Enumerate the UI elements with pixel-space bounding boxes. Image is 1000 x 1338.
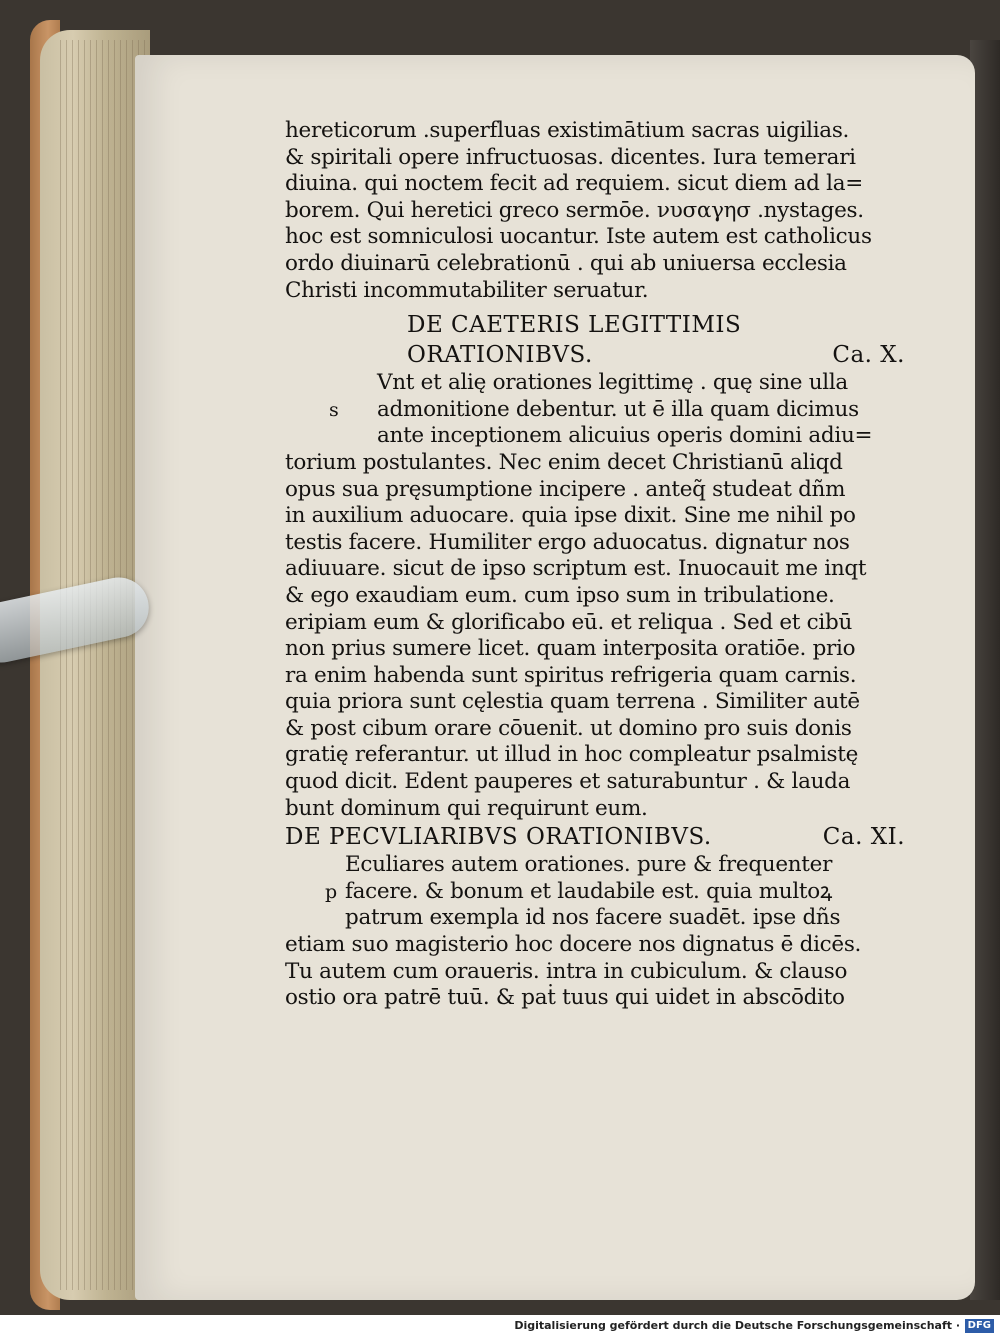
text-line: quia priora sunt cęlestia quam terrena . Similiter autē [285,689,860,715]
text-line: in auxilium aduocare. quia ipse dixit. Sine me nihil po [285,503,856,529]
text-line: borem. Qui heretici greco sermōe. νυσαγησ .nystages. [285,197,864,223]
page-text [285,118,925,1012]
chapter-heading-2-text: DE PECVLIARIBVS ORATIONIBVS. [285,824,712,851]
text-line: testis facere. Humiliter ergo aduocatus. dignatur nos [285,529,850,555]
text-line: hoc est somniculosi uocantur. Iste autem est catholicus [285,224,872,250]
chapter-heading-line1: DE CAETERIS LEGITTIMIS [407,312,742,339]
footer-bar [0,1315,1000,1338]
text-line-with-initial [285,397,925,424]
text-line: hereticorum .superfluas existimātium sacras uigilias. [285,118,850,143]
initial-letter-guide: s [329,398,339,421]
text-line: quod dicit. Edent pauperes et saturabuntur . & lauda [285,769,851,795]
text-line-with-initial [285,879,925,906]
text-line: Eculiares autem orationes. pure & frequenter [345,852,833,878]
text-line: adiuuare. sicut de ipso scriptum est. Inuocauit me inqt [285,556,867,582]
chapter-number-2: Ca. XI. [822,824,905,851]
text-line: torium postulantes. Nec enim decet Christianū aliqd [285,449,843,475]
text-line: bunt dominum qui requirunt eum. [285,795,648,821]
text-line: ante inceptionem alicuius operis domini adiu= [377,423,873,449]
text-line: & spiritali opere infructuosas. dicentes. Iura temerari [285,144,856,170]
chapter-heading-line2: ORATIONIBVS. [407,342,593,369]
chapter-heading [285,310,925,340]
text-line: admonitione debentur. ut ē illa quam dicimus [377,396,859,422]
text-line: gratię referantur. ut illud in hoc compleatur psalmistę [285,742,859,768]
text-line: Christi incommutabiliter seruatur. [285,277,649,303]
chapter-number: Ca. X. [832,342,905,369]
text-line: & post cibum orare cōuenit. ut domino pro suis donis [285,715,852,741]
dfg-logo: DFG [965,1319,994,1333]
text-line: patrum exempla id nos facere suadēt. ipse dñs [345,905,841,931]
chapter-heading-2 [285,822,925,852]
text-line: Tu autem cum oraueris. intra in cubiculum. & clauso [285,958,848,984]
text-line: & ego exaudiam eum. cum ipso sum in tribulatione. [285,582,835,608]
text-line: opus sua pręsumptione incipere . anteq̃ studeat dñm [285,476,846,502]
text-line: ra enim habenda sunt spiritus refrigeria quam carnis. [285,662,857,688]
text-line: diuina. qui noctem fecit ad requiem. sicut diem ad la= [285,171,863,197]
text-line: Vnt et alię orationes legittimę . quę sine ulla [377,370,848,396]
text-line: ordo diuinarū celebrationū . qui ab uniuersa ecclesia [285,250,847,276]
initial-letter-guide-2: p [325,880,337,903]
text-line: facere. & bonum et laudabile est. quia multoꝝ [345,878,833,904]
text-line: non prius sumere licet. quam interposita oratiōe. prio [285,636,856,662]
text-line: ostio ora patrē tuū. & paṫ tuus qui uidet in abscōdito [285,985,845,1011]
text-line: etiam suo magisterio hoc docere nos dignatus ē dicēs. [285,932,862,958]
chapter-heading-second [285,340,925,370]
funding-credit: Digitalisierung gefördert durch die Deutsche Forschungsgemeinschaft · [514,1319,960,1332]
text-line: eripiam eum & glorificabo eū. et reliqua . Sed et cibū [285,609,852,635]
